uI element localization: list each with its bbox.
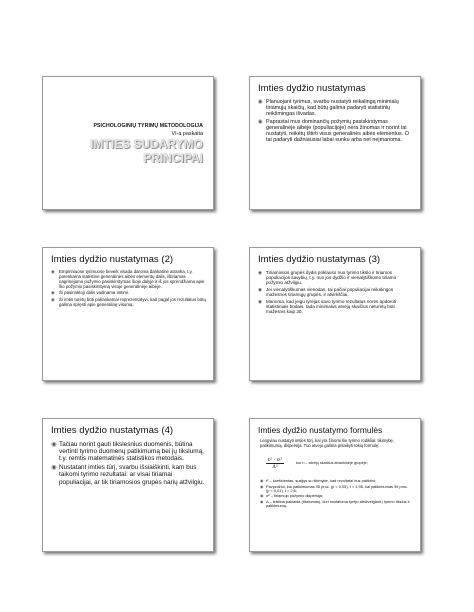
bullet (51, 441, 206, 463)
slide-4-bullets (258, 270, 413, 316)
bullet-icon: ◉ (51, 269, 55, 274)
bullet-icon: ◉ (258, 298, 263, 304)
bullet (51, 464, 206, 486)
lecture-title-line2: PRINCIPAI (143, 150, 203, 165)
slide-5-bullets (51, 441, 206, 487)
bullet-icon: ◉ (51, 296, 55, 302)
bullet-icon: ◉ (258, 287, 263, 293)
bullet-icon: ◉ (260, 483, 264, 489)
bullet (258, 287, 413, 297)
bullet (51, 298, 206, 308)
title-block (90, 123, 203, 164)
slide-4-title: Imties dydžio nustatymas (3) (258, 254, 381, 265)
bullet-text: Tačiau norint gauti tikslesnius duomenis, būtina vertinti tyrimo duomenų patikimumą bei jų tikslumą, t.y. remtis matematinės statistikos metodais. (59, 441, 204, 463)
slide-3-bullets (51, 270, 206, 309)
lecture-title-line1: IMTIES SUDARYMO (90, 137, 203, 151)
bullet-icon: ◉ (260, 478, 264, 483)
slide-6 (249, 418, 421, 552)
formula-fraction (266, 457, 284, 470)
bullet-text: t² – koeficientas, susijęs su tikimybe, kad rezultatai bus patikimi; (266, 478, 376, 483)
lecture-number: VI-a paskaita (171, 131, 203, 137)
slide-title (42, 76, 214, 210)
bullet (51, 270, 206, 290)
slide-6-title: Imties dydžio nustatymo formulės (258, 425, 383, 435)
bullet-icon: ◉ (258, 118, 263, 125)
formula (260, 457, 410, 479)
bullet (258, 270, 413, 286)
bullet-text: Paprastai mus dominančių požymių pasiskirstymas generalinėje aibėje (populiacijoje) nėra žinomas ir norint tai nustatyti, reikėtų ištirti visus generalinės aibės elementus. O tai padaryti dažniausiai labai sunku arba net neįmanoma. (266, 118, 409, 144)
course-name: PSICHOLOGINIŲ TYRIMŲ METODOLOGIJA (93, 123, 203, 129)
bullet-text: Planuojant tyrimus, svarbu nustatyti reikalingą minimalų tiriamųjų skaičių, kad būtų galima padaryti statistinių reikšmingas išvadas. (266, 99, 399, 118)
bullet-text: Jei vienalytiškumas vienodas, tai pačiai populiacijai reikalingos mažesnės tiriamųjų grupės, ir atvirkščiai. (266, 287, 394, 298)
slide-2 (249, 76, 421, 210)
formula-note: kur n – atvejų skaičius atrankinėje grupėje; (296, 461, 368, 465)
slide-2-bullets (258, 99, 413, 145)
bullet (260, 485, 412, 494)
bullet-icon: ◉ (258, 99, 263, 105)
bullet-icon: ◉ (258, 270, 263, 275)
bullet-text: Δ – leistina paklaida (tikslumas), kuri nustatoma tyrėjo atsižvelgiant į tyrimo tikslus ir patikimumą. (266, 499, 410, 509)
bullet-text: Ši imtis turėtų būti pakankamai reprezentatyvi, kad pagal jos rezultatus būtų galima spręsti apie generalinę visumą. (59, 296, 206, 307)
bullet (258, 299, 413, 315)
slide-3-title: Imties dydžio nustatymas (2) (51, 254, 174, 265)
bullet-icon: ◉ (51, 464, 57, 472)
bullet-text: Empiriniuose tyrimuose beveik visada daroma dankatinė atranka, t.y. parenkama statistinė generalinės aibės elementų dalis, ištiriamas nagrinėjamo požymio pasiskirstymas šioje dalyje ir iš jos sprendžiama apie šio požymio pasiskirstymą visoje generalinėje aibėje. (59, 269, 205, 289)
bullet (51, 291, 206, 296)
slide-6-intro: Lengviau nustatyti imties tūrį, kai yra žinomi šie tyrimo rodikliai: tikimybę, patikimumą, dispersija. Tuo atveju galima pritaikyti tokią formulę: (260, 438, 395, 448)
bullet-icon: ◉ (51, 290, 55, 296)
slide-4 (249, 247, 421, 381)
bullet-icon: ◉ (260, 493, 264, 499)
bullet-text: Manoma, kad jeigu tyrėjas savo tyrimo rezultatus norės apdoroti statistiniais būdais, tada minimalus atvejų skaičius neturėtų būti mažesnis kaip 30. (266, 298, 397, 315)
bullet-text: σ² – tiriamojo požymio dispersija; (266, 493, 323, 499)
slide-2-title: Imties dydžio nustatymas (258, 83, 366, 94)
formula-denominator: Δ² (272, 464, 278, 470)
slide-6-bullets (260, 479, 412, 510)
bullet (260, 500, 412, 509)
slide-5-title: Imties dydžio nustatymas (4) (51, 425, 174, 436)
bullet-text: Tiriamosios grupės dydis priklauso nuo tyrimo tikslo ir tiriamos populiacijos savybių, t.y. nuo jos dydžio ir vienalytiškumo tiriamo požymio atžvilgiu. (266, 270, 397, 286)
bullet-text: Ši pasirinktoji dalis vadinama imtimi. (59, 290, 130, 296)
bullet (258, 99, 413, 117)
bullet-text: Pavyzdžiui, kai patikimumas 95 proc. (p < 0,05), t = 1,96, kai patikimumas 99 proc. (p < 0,01), t = 2,6; (266, 483, 409, 493)
slide-3 (42, 247, 214, 381)
bullet-icon: ◉ (260, 499, 264, 505)
bullet-icon: ◉ (51, 441, 57, 448)
bullet-text: Nustatant imties tūrį, svarbu išsiaiškinti, kam bus taikomi tyrimo rezultatai: ar visai tiriamai populiacijai, ar tik tiriamosios grupės narių atžvilgiu. (59, 464, 205, 486)
bullet (258, 119, 413, 143)
formula-numerator: t² · σ² (268, 457, 283, 463)
slide-5 (42, 418, 214, 552)
